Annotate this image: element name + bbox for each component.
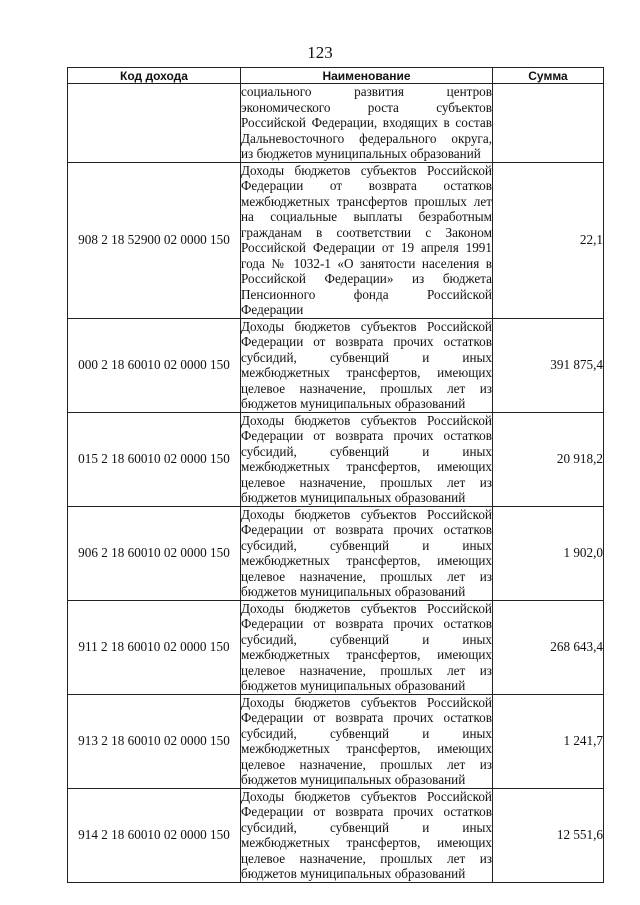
revenue-code-cell: [68, 84, 241, 163]
name-line: субсидий, субвенций и иных: [241, 631, 492, 647]
name-line: Федерации от возврата прочих остатков: [241, 804, 492, 819]
name-line: Российской Федерации от 19 апреля 1991: [241, 240, 492, 255]
name-line: Доходы бюджетов субъектов Российской: [241, 412, 492, 428]
page-number: 123: [307, 43, 333, 62]
table-header-row: [68, 68, 604, 84]
name-line: Доходы бюджетов субъектов Российской: [241, 694, 492, 710]
header-name: Наименование: [241, 68, 493, 84]
name-line: межбюджетных трансфертов, имеющих: [241, 741, 492, 756]
header-code: Код дохода: [68, 68, 241, 84]
revenue-code-cell: 911 2 18 60010 02 0000 150: [68, 600, 241, 694]
name-line: Доходы бюджетов субъектов Российской: [241, 600, 492, 616]
name-line: бюджетов муниципальных образований: [241, 772, 466, 787]
table-row: [68, 318, 604, 412]
revenue-table: [67, 67, 604, 883]
name-line: целевое назначение, прошлых лет из: [241, 474, 492, 490]
name-line: Федерации от возврата прочих остатков: [241, 428, 492, 443]
name-line: Доходы бюджетов субъектов Российской: [241, 788, 492, 804]
table-row: [68, 788, 604, 882]
name-line: межбюджетных трансфертов, имеющих: [241, 365, 492, 380]
name-line: экономического роста субъектов: [241, 99, 492, 115]
name-line: целевое назначение, прошлых лет из: [241, 568, 492, 584]
amount-cell: 1 902,0: [493, 506, 604, 600]
name-line: бюджетов муниципальных образований: [241, 678, 466, 693]
name-line: межбюджетных трансфертов, имеющих: [241, 835, 492, 850]
name-line: субсидий, субвенций и иных: [241, 349, 492, 365]
name-line: Федерации от возврата прочих остатков: [241, 710, 492, 725]
name-line: гражданам в соответствии с Законом: [241, 224, 492, 240]
table-body: [68, 84, 604, 883]
amount-cell: 22,1: [493, 162, 604, 318]
name-line: межбюджетных трансфертов, имеющих: [241, 647, 492, 662]
revenue-code-cell: 906 2 18 60010 02 0000 150: [68, 506, 241, 600]
name-line: бюджетов муниципальных образований: [241, 396, 466, 411]
name-line: Федерации от возврата прочих остатков: [241, 522, 492, 537]
name-line: социального развития центров: [241, 84, 492, 99]
table-row: [68, 506, 604, 600]
revenue-name-cell: [241, 506, 493, 600]
name-line: Федерации от возврата остатков: [241, 178, 492, 193]
revenue-name-cell: [241, 318, 493, 412]
name-line: бюджетов муниципальных образований: [241, 490, 466, 505]
amount-cell: 12 551,6: [493, 788, 604, 882]
name-line: межбюджетных трансфертов, имеющих: [241, 553, 492, 568]
name-line: субсидий, субвенций и иных: [241, 443, 492, 459]
amount-cell: [493, 84, 604, 163]
name-line: субсидий, субвенций и иных: [241, 537, 492, 553]
name-line: Пенсионного фонда Российской: [241, 286, 492, 302]
name-line: Доходы бюджетов субъектов Российской: [241, 506, 492, 522]
name-line: межбюджетных трансфертов, имеющих: [241, 459, 492, 474]
table-row: [68, 84, 604, 163]
name-line: года № 1032-1 «О занятости населения в: [241, 255, 492, 271]
name-line: Дальневосточного федерального округа,: [241, 130, 492, 146]
revenue-name-cell: [241, 412, 493, 506]
name-line: субсидий, субвенций и иных: [241, 725, 492, 741]
name-line: целевое назначение, прошлых лет из: [241, 850, 492, 866]
amount-cell: 1 241,7: [493, 694, 604, 788]
revenue-name-cell: [241, 162, 493, 318]
revenue-code-cell: 015 2 18 60010 02 0000 150: [68, 412, 241, 506]
name-line: Федерации от возврата прочих остатков: [241, 616, 492, 631]
table-row: [68, 600, 604, 694]
revenue-code-cell: 914 2 18 60010 02 0000 150: [68, 788, 241, 882]
revenue-code-cell: 908 2 18 52900 02 0000 150: [68, 162, 241, 318]
revenue-name-cell: [241, 788, 493, 882]
amount-cell: 268 643,4: [493, 600, 604, 694]
name-line: целевое назначение, прошлых лет из: [241, 756, 492, 772]
table-row: [68, 694, 604, 788]
name-line: межбюджетных трансфертов прошлых лет: [241, 193, 492, 209]
name-line: из бюджетов муниципальных образований: [241, 146, 481, 161]
name-line: Российской Федерации, входящих в состав: [241, 115, 492, 130]
table-row: [68, 412, 604, 506]
revenue-name-cell: [241, 84, 493, 163]
name-line: целевое назначение, прошлых лет из: [241, 380, 492, 396]
amount-cell: 20 918,2: [493, 412, 604, 506]
name-line: Доходы бюджетов субъектов Российской: [241, 318, 492, 334]
name-line: целевое назначение, прошлых лет из: [241, 662, 492, 678]
name-line: на социальные выплаты безработным: [241, 209, 492, 224]
name-line: Федерации: [241, 302, 304, 317]
name-line: бюджетов муниципальных образований: [241, 584, 466, 599]
name-line: Доходы бюджетов субъектов Российской: [241, 162, 492, 178]
header-sum: Сумма: [493, 68, 604, 84]
amount-cell: 391 875,4: [493, 318, 604, 412]
name-line: Федерации от возврата прочих остатков: [241, 334, 492, 349]
revenue-name-cell: [241, 600, 493, 694]
name-line: бюджетов муниципальных образований: [241, 866, 466, 881]
revenue-code-cell: 000 2 18 60010 02 0000 150: [68, 318, 241, 412]
revenue-code-cell: 913 2 18 60010 02 0000 150: [68, 694, 241, 788]
name-line: субсидий, субвенций и иных: [241, 819, 492, 835]
name-line: Российской Федерации» из бюджета: [241, 271, 492, 286]
revenue-name-cell: [241, 694, 493, 788]
table-row: [68, 162, 604, 318]
